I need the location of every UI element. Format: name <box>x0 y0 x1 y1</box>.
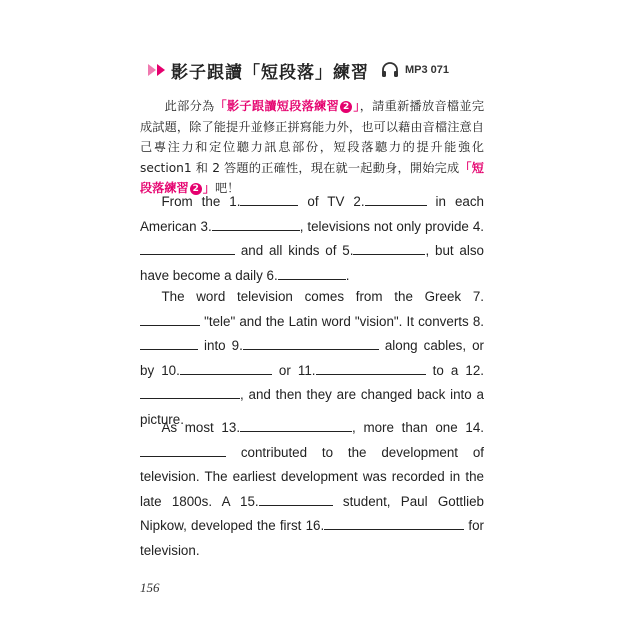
intro-text: ，請重新播放音檔並完成試題，除了能提升並修正拼寫能力外，也可以藉由音檔注意自己專注力和定位聽力訊息部份，短段落聽力的提升能強化 section1 和 2 答題的正確性，現在就一起動身，開始完成 <box>140 99 485 175</box>
blank-15[interactable] <box>259 491 333 506</box>
exercise-paragraph-3: As most 13. , more than one 14. contributed to the development of television. The earliest development was recorded in the late 1800s. A 15. student, Paul Gottlieb Nipkow, developed the first 16. for television. <box>140 416 484 564</box>
headphones-icon <box>381 62 399 78</box>
blank-14[interactable] <box>140 442 226 457</box>
circled-number: 2 <box>340 101 352 113</box>
blank-5[interactable] <box>353 240 425 255</box>
intro-highlight: 「影子跟讀短段落練習 2 」 <box>214 99 360 113</box>
instructions <box>140 96 484 199</box>
blank-2[interactable] <box>365 191 427 206</box>
exercise-paragraph-2: The word television comes from the Greek 7. "tele" and the Latin word "vision". It converts 8. into 9. along cables, or by 10. or 11. to a 12., and then they are changed back into a picture. <box>140 289 484 427</box>
exercise-paragraph-1: From the 1. of TV 2. in each American 3. , televisions not only provide 4. and all kinds of 5. , but also have become a daily 6. . <box>140 190 484 288</box>
blank-3[interactable] <box>212 216 300 231</box>
blank-7[interactable] <box>140 311 200 326</box>
blank-6[interactable] <box>278 265 346 280</box>
section-header <box>148 56 449 84</box>
double-arrow-icon <box>148 64 165 76</box>
section-title: 影子跟讀「短段落」練習 <box>171 62 369 83</box>
blank-13[interactable] <box>240 417 352 432</box>
page-number: 156 <box>140 580 160 595</box>
blank-16[interactable] <box>324 515 464 530</box>
intro-highlight: 「短段落練習 2 」 <box>140 160 484 195</box>
intro-text: 此部分為 <box>164 99 215 113</box>
blank-4[interactable] <box>140 240 235 255</box>
blank-10[interactable] <box>180 360 272 375</box>
intro-text: 吧！ <box>214 181 240 195</box>
blank-11[interactable] <box>316 360 426 375</box>
blank-1[interactable] <box>240 191 298 206</box>
blank-9[interactable] <box>243 335 379 350</box>
blank-8[interactable] <box>140 335 198 350</box>
audio-track-label: MP3 071 <box>405 64 450 76</box>
circled-number: 2 <box>190 183 202 195</box>
blank-12[interactable] <box>140 384 240 399</box>
